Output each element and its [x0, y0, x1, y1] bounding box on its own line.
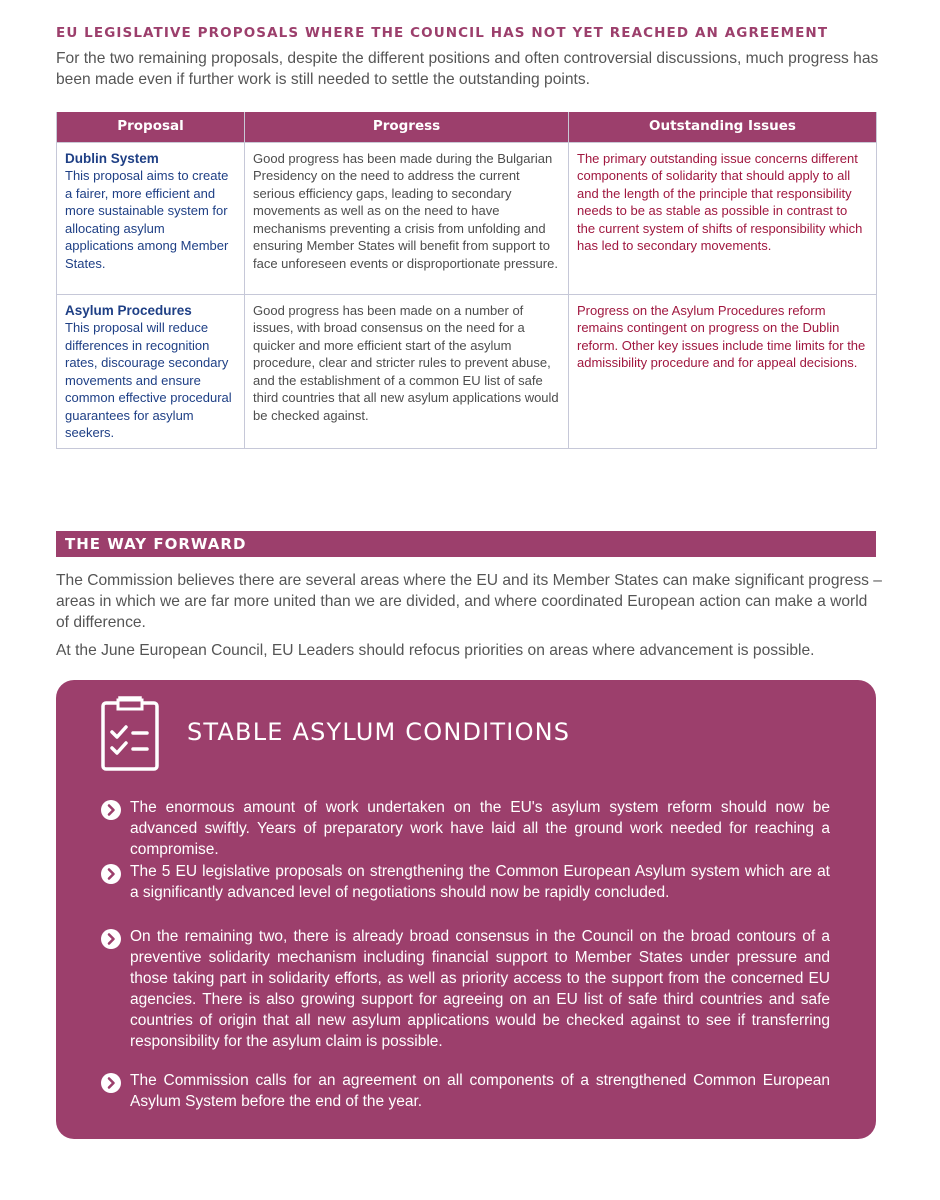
progress-cell: [245, 142, 569, 294]
proposal-description: This proposal will reduce differences in recognition rates, discourage secondary movements and ensure common effective procedural guarantees for asylum seekers.: [65, 320, 232, 440]
way-forward-paragraph-2: At the June European Council, EU Leaders should refocus priorities on areas where advancement is possible.: [56, 642, 815, 659]
section-heading: EU LEGISLATIVE PROPOSALS WHERE THE COUNCIL HAS NOT YET REACHED AN AGREEMENT: [56, 25, 829, 41]
progress-text: Good progress has been made during the Bulgarian Presidency on the need to address the current serious efficiency gaps, leading to secondary movements as well as on the need to have mechanisms preventing a crisis from unfolding and ensuring Member States will benefit from support to face unforeseen events or disproportionate pressure.: [253, 150, 558, 271]
proposals-table: [56, 112, 877, 449]
intro-paragraph: For the two remaining proposals, despite the different positions and often controversial discussions, much progress has been made even if further work is still needed to settle the outstanding points.: [56, 50, 879, 88]
progress-cell: [245, 294, 569, 448]
proposal-description: This proposal aims to create a fairer, more efficient and more sustainable system for allocating asylum applications among Member States.: [65, 168, 229, 271]
bullet-text: The enormous amount of work undertaken on the EU's asylum system reform should now be advanced swiftly. Years of preparatory work have laid all the ground work needed for reaching a compromise.: [130, 799, 830, 858]
issues-cell: [569, 142, 877, 294]
progress-text: Good progress has been made on a number of issues, with broad consensus on the need for a quicker and more efficient start of the asylum procedure, clear and stricter rules to prevent abuse, and the establishment of a common EU list of safe third countries that all new asylum applications would be checked against.: [253, 302, 559, 423]
clipboard-checklist-icon: [100, 694, 160, 772]
chevron-right-icon: [100, 799, 122, 821]
chevron-right-icon: [100, 1072, 122, 1094]
column-header-proposal: Proposal: [57, 112, 245, 142]
list-item: [100, 926, 830, 1052]
list-item: [100, 861, 830, 903]
stable-asylum-box: [56, 680, 876, 1139]
way-forward-title: THE WAY FORWARD: [56, 531, 876, 557]
list-item: [100, 1070, 830, 1112]
box-title: STABLE ASYLUM CONDITIONS: [187, 718, 571, 746]
bullet-text: The 5 EU legislative proposals on strengthening the Common European Asylum system which are at a significantly advanced level of negotiations should now be rapidly concluded.: [130, 863, 830, 901]
table-row: [57, 294, 877, 448]
list-item: [100, 797, 830, 860]
column-header-issues: Outstanding Issues: [569, 112, 877, 142]
proposal-cell: [57, 294, 245, 448]
chevron-right-icon: [100, 928, 122, 950]
proposal-name: Dublin System: [65, 150, 159, 166]
way-forward-paragraph-1: The Commission believes there are several areas where the EU and its Member States can make significant progress – areas in which we are far more united than we are divided, and where coordinated European action can make a world of difference.: [56, 572, 882, 631]
bullet-text: The Commission calls for an agreement on all components of a strengthened Common European Asylum System before the end of the year.: [130, 1072, 830, 1110]
column-header-progress: Progress: [245, 112, 569, 142]
issues-text: The primary outstanding issue concerns different components of solidarity that should apply to all and the length of the principle that responsibility needs to be as stable as possible in contrast to the current system of shifts of responsibility which has led to secondary movements.: [577, 150, 863, 253]
chevron-right-icon: [100, 863, 122, 885]
table-row: [57, 142, 877, 294]
issues-cell: [569, 294, 877, 448]
proposal-cell: [57, 142, 245, 294]
proposal-name: Asylum Procedures: [65, 302, 192, 318]
issues-text: Progress on the Asylum Procedures reform remains contingent on progress on the Dublin reform. Other key issues include time limits for the admissibility procedure and for appeal decisions.: [577, 302, 866, 370]
table-header-row: [57, 112, 877, 142]
bullet-text: On the remaining two, there is already broad consensus in the Council on the broad contours of a preventive solidarity mechanism including financial support to Member States under pressure and those taking part in solidarity efforts, as well as priority access to the support from the concerned EU agencies. There is also growing support for agreeing on an EU list of safe third countries and safe countries of origin that all new asylum applications would be checked against to see if transferring responsibility for the asylum claim is possible.: [130, 928, 830, 1050]
